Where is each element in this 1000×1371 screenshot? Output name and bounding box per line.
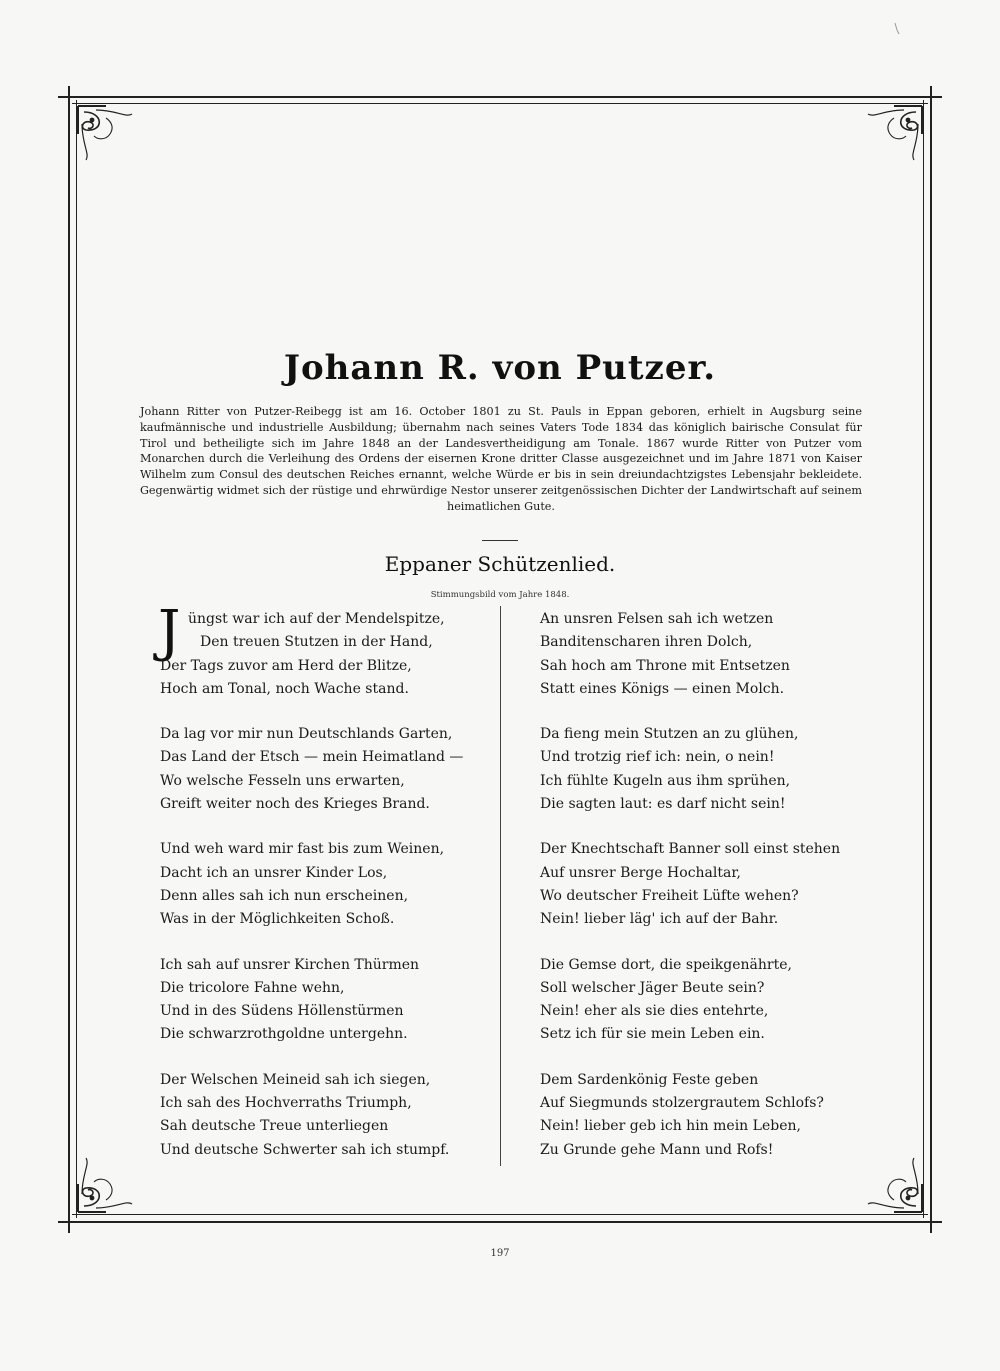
column-divider [500, 606, 501, 1166]
verse-line: Banditenscharen ihren Dolch, [540, 634, 753, 651]
frame-bottom-line [58, 1221, 942, 1223]
stanza [160, 723, 490, 816]
verse-line: Sah deutsche Treue unterliegen [160, 1118, 389, 1135]
stanza [540, 1069, 870, 1162]
verse-line: Und deutsche Schwerter sah ich stumpf. [160, 1141, 450, 1158]
verse-line: Der Tags zuvor am Herd der Blitze, [160, 657, 412, 674]
verse-line: An unsren Felsen sah ich wetzen [540, 611, 774, 627]
verse-line: Ich sah des Hochverraths Triumph, [160, 1095, 412, 1112]
poem-left-column [160, 608, 490, 1184]
verse-line: Denn alles sah ich nun erscheinen, [160, 887, 409, 904]
verse-line: Da lag vor mir nun Deutschlands Garten, [160, 726, 453, 743]
verse-line: Auf Siegmunds stolzergrautem Schlofs? [540, 1095, 824, 1112]
verse-line: Und trotzig rief ich: nein, o nein! [540, 749, 775, 766]
frame-right-line [930, 86, 932, 1233]
verse-line: Der Welschen Meineid sah ich siegen, [160, 1071, 431, 1088]
verse-line: Das Land der Etsch — mein Heimatland — [160, 749, 464, 766]
stanza [540, 723, 870, 816]
stanza [160, 838, 490, 931]
poem-right-column [540, 608, 870, 1184]
frame-top-line [58, 96, 942, 98]
stanza [540, 954, 870, 1047]
verse-line: Sah hoch am Throne mit Entsetzen [540, 657, 790, 674]
stanza [540, 838, 870, 931]
bio-line: Tirol und betheiligte sich im Jahre 1848 an der Landesvertheidigung am Tonale. 1867 wurde Ritter von Putzer vom [140, 436, 862, 450]
biography-paragraph [140, 404, 862, 515]
stanza [160, 954, 490, 1047]
stray-mark-icon [893, 22, 901, 36]
verse-line: Die Gemse dort, die speikgenährte, [540, 956, 792, 973]
frame-left-line [68, 86, 70, 1233]
bio-line: Monarchen durch die Verleihung des Ordens der eisernen Krone dritter Classe ausgezeichnet und im Jahre 1871 von Kaiser [140, 452, 862, 466]
verse-line: Da fieng mein Stutzen an zu glühen, [540, 726, 799, 743]
verse-line: üngst war ich auf der Mendelspitze, [188, 611, 445, 627]
verse-line: Setz ich für sie mein Leben ein. [540, 1026, 765, 1043]
verse-line: Greift weiter noch des Krieges Brand. [160, 796, 430, 813]
bio-line: kaufmännische und industrielle Ausbildung; übernahm nach seines Vaters Tode 1834 das königlich bairische Consulat für [140, 420, 862, 434]
verse-line: Wo deutscher Freiheit Lüfte wehen? [540, 887, 799, 904]
verse-line: Nein! lieber geb ich hin mein Leben, [540, 1118, 801, 1135]
corner-ornament-bottom-right-icon [864, 1154, 924, 1214]
verse-line: Auf unsrer Berge Hochaltar, [540, 864, 741, 881]
verse-line: Hoch am Tonal, noch Wache stand. [160, 680, 409, 697]
verse-line: Ich sah auf unsrer Kirchen Thürmen [160, 956, 420, 973]
verse-line: Dacht ich an unsrer Kinder Los, [160, 864, 388, 881]
corner-ornament-top-left-icon [76, 104, 136, 164]
corner-ornament-top-right-icon [864, 104, 924, 164]
page-title: Johann R. von Putzer. [283, 348, 717, 388]
verse-line: Die tricolore Fahne wehn, [160, 979, 345, 996]
page-number: 197 [490, 1248, 510, 1259]
verse-line: Die schwarzrothgoldne untergehn. [160, 1026, 408, 1043]
frame-top-inner-line [72, 103, 928, 104]
bio-line: Gegenwärtig widmet sich der rüstige und ehrwürdige Nestor unserer zeitgenössischen Dichter der Landwirtschaft auf seinem [140, 483, 862, 497]
verse-line: Zu Grunde gehe Mann und Rofs! [540, 1141, 774, 1158]
verse-line: Den treuen Stutzen in der Hand, [200, 634, 433, 651]
frame-right-inner-line [923, 100, 924, 1218]
verse-line: Wo welsche Fesseln uns erwarten, [160, 772, 405, 789]
verse-line: Nein! lieber läg' ich auf der Bahr. [540, 911, 779, 928]
verse-line: Soll welscher Jäger Beute sein? [540, 979, 765, 996]
section-divider [482, 540, 518, 541]
frame-left-inner-line [76, 100, 77, 1218]
poem-title: Eppaner Schützenlied. [384, 552, 616, 576]
stanza [540, 608, 870, 701]
verse-line: Der Knechtschaft Banner soll einst stehen [540, 841, 841, 858]
verse-line: Nein! eher als sie dies entehrte, [540, 1003, 769, 1020]
bio-line: Johann Ritter von Putzer-Reibegg ist am 16. October 1801 zu St. Pauls in Eppan geboren, erhielt in Augsburg seine [140, 405, 862, 418]
verse-line: Dem Sardenkönig Feste geben [540, 1071, 759, 1088]
corner-ornament-bottom-left-icon [76, 1154, 136, 1214]
drop-cap: J [158, 599, 181, 664]
frame-bottom-inner-line [72, 1214, 928, 1215]
bio-line: heimatlichen Gute. [446, 499, 555, 513]
verse-line: Und weh ward mir fast bis zum Weinen, [160, 841, 445, 858]
stanza [160, 608, 490, 701]
verse-line: Die sagten laut: es darf nicht sein! [540, 796, 786, 813]
bio-line: Wilhelm zum Consul des deutschen Reiches ernannt, welche Würde er bis in sein dreiundachtzigstes Lebensjahr bekleidete. [140, 468, 862, 482]
verse-line: Was in der Möglichkeiten Schoß. [160, 911, 395, 928]
verse-line: Ich fühlte Kugeln aus ihm sprühen, [540, 772, 791, 789]
verse-line: Statt eines Königs — einen Molch. [540, 680, 785, 697]
poem-subtitle: Stimmungsbild vom Jahre 1848. [430, 590, 570, 600]
verse-line: Und in des Südens Höllenstürmen [160, 1003, 404, 1020]
stanza [160, 1069, 490, 1162]
